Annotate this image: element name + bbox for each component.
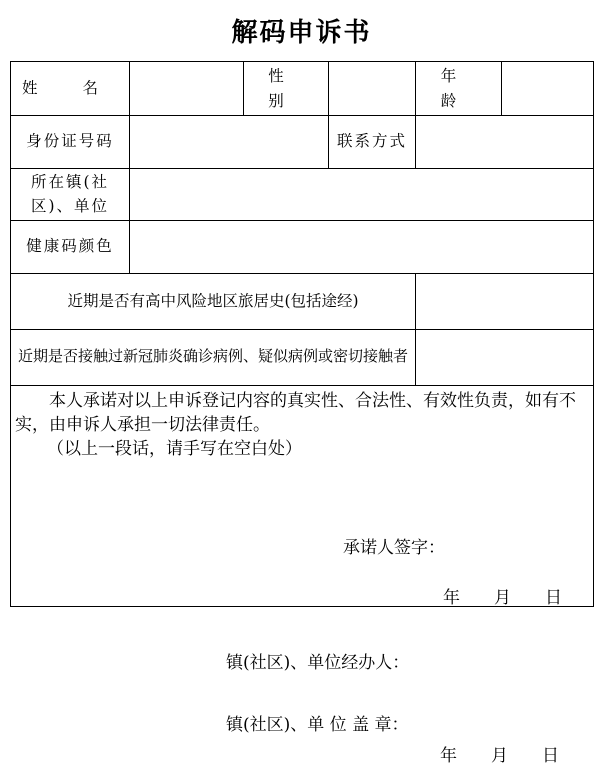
- row-divider: [11, 385, 593, 386]
- id-number-field[interactable]: [130, 115, 328, 168]
- contact-history-label: 近期是否接触过新冠肺炎确诊病例、疑似病例或密切接触者: [17, 347, 408, 366]
- promise-text: 本人承诺对以上申诉登记内容的真实性、合法性、有效性负责，如有不实，由申诉人承担一切法律责任。: [15, 391, 576, 435]
- handwriting-area[interactable]: [15, 464, 589, 534]
- town-label: [11, 168, 129, 220]
- age-label: 年 龄: [440, 67, 477, 110]
- town-field[interactable]: [130, 168, 593, 220]
- footer-date: 年 月 日: [440, 746, 559, 766]
- handler-label: 镇(社区)、单位经办人：: [226, 653, 410, 673]
- contact-label: 联系方式: [336, 132, 407, 151]
- appeal-form-table: [10, 61, 594, 607]
- seal-label: 镇(社区)、单 位 盖 章：: [226, 715, 409, 735]
- page-title: 解码申诉书: [231, 18, 372, 48]
- age-field[interactable]: [502, 62, 593, 115]
- travel-history-field[interactable]: [416, 273, 593, 329]
- name-field[interactable]: [130, 62, 243, 115]
- name-label: 姓 名: [22, 79, 118, 98]
- gender-field[interactable]: [329, 62, 415, 115]
- town-label-line1: 所在镇(社: [30, 172, 110, 191]
- id-number-label: 身份证号码: [26, 132, 114, 151]
- gender-label: 性 别: [268, 67, 304, 110]
- signature-label: 承诺人签字：: [343, 538, 445, 558]
- health-code-label: 健康码颜色: [26, 237, 114, 256]
- handwrite-note: （以上一段话，请手写在空白处）: [47, 439, 302, 459]
- contact-field[interactable]: [416, 115, 593, 168]
- form-date: 年 月 日: [443, 588, 562, 608]
- contact-history-field[interactable]: [416, 329, 593, 385]
- town-label-line2: 区)、单位: [30, 197, 110, 215]
- health-code-field[interactable]: [130, 220, 593, 273]
- travel-history-label: 近期是否有高中风险地区旅居史(包括途经): [67, 291, 359, 310]
